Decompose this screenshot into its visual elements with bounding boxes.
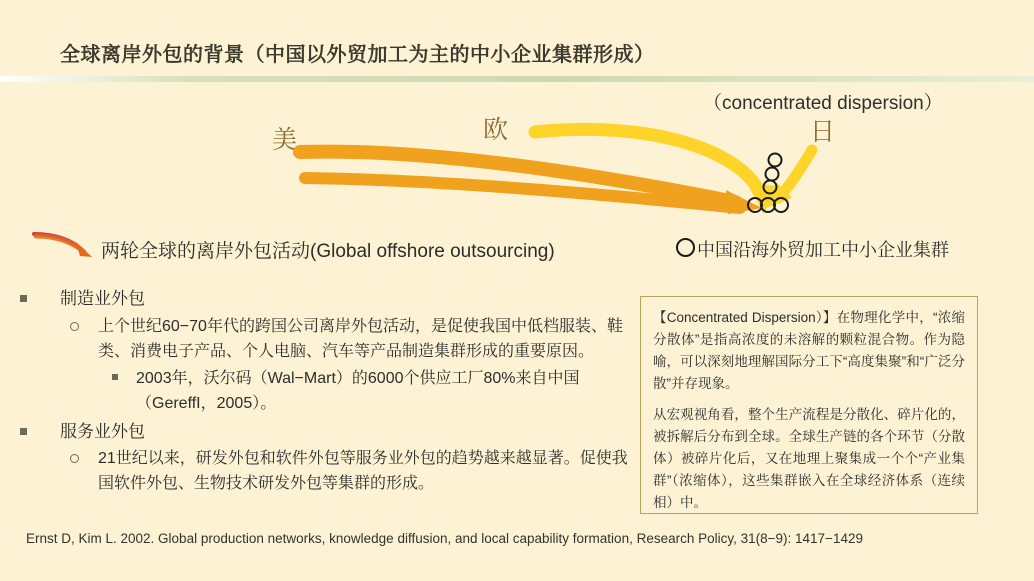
square-bullet-icon <box>20 428 27 435</box>
arrowhead-jp <box>766 182 792 208</box>
square-bullet-icon <box>112 374 118 380</box>
list-item-text: 服务业外包 <box>60 421 145 441</box>
list-item <box>18 314 638 365</box>
sme-cluster-circles <box>748 154 788 213</box>
note-box <box>640 296 978 514</box>
citation-text: Ernst D, Kim L. 2002. Global production networks, knowledge diffusion, and local capability formation, Research Policy, 31(8−9): 1417−1429 <box>26 531 863 546</box>
title-divider <box>0 76 1034 82</box>
arrow-us-to-china <box>300 152 735 202</box>
list-item <box>18 446 638 497</box>
page-title: 全球离岸外包的背景（中国以外贸加工为主的中小企业集群形成） <box>60 44 655 66</box>
legend-left-label: 两轮全球的离岸外包活动(Global offshore outsourcing) <box>101 241 555 262</box>
bullet-list <box>18 286 638 499</box>
circle-bullet-icon <box>70 454 79 463</box>
list-item-text: 2003年，沃尔码（Wal−Mart）的6000个供应工厂80%来自中国（GereffI，2005）。 <box>136 370 580 413</box>
circle-bullet-icon <box>70 322 79 331</box>
arrowhead-eu <box>746 182 776 214</box>
note-paragraph: 【Concentrated Dispersion）】在物理化学中，“浓缩分散体”是指高浓度的未溶解的颗粒混合物。作为隐喻，可以深刻地理解国际分工下“高度集聚”和“广泛分散”并存现象。 <box>653 310 965 391</box>
list-item <box>18 419 638 445</box>
list-item <box>18 286 638 312</box>
arrowhead-us <box>726 190 762 214</box>
list-item-text: 21世纪以来，研发外包和软件外包等服务业外包的趋势越来越显著。促使我国软件外包、生物技术研发外包等集群的形成。 <box>98 450 628 493</box>
concentrated-dispersion-label: （concentrated dispersion） <box>703 93 943 114</box>
region-label-us: 美 <box>272 125 298 154</box>
legend-arrow-icon <box>34 234 92 257</box>
region-label-jp: 日 <box>810 117 836 146</box>
square-bullet-icon <box>20 295 27 302</box>
list-item <box>18 366 638 417</box>
note-paragraph: 从宏观视角看，整个生产流程是分散化、碎片化的，被拆解后分布到全球。全球生产链的各个环节（分散体）被碎片化后，又在地理上聚集成一个个“产业集群”（浓缩体），这些集群嵌入在全球经济体系（连续相）中。 <box>653 407 965 510</box>
list-item-text: 上个世纪60−70年代的跨国公司离岸外包活动，是促使我国中低档服装、鞋类、消费电子产品、个人电脑、汽车等产品制造集群形成的重要原因。 <box>98 317 623 360</box>
arrow-eu-to-china <box>535 129 760 193</box>
legend-right-label <box>676 236 949 262</box>
arrow-jp-to-china <box>778 150 812 198</box>
cluster-circle-icon <box>676 238 695 257</box>
arrow-us-second-wave <box>305 178 740 208</box>
list-item-text: 制造业外包 <box>60 289 145 308</box>
region-label-eu: 欧 <box>483 115 509 144</box>
legend-right-text: 中国沿海外贸加工中小企业集群 <box>697 240 949 260</box>
